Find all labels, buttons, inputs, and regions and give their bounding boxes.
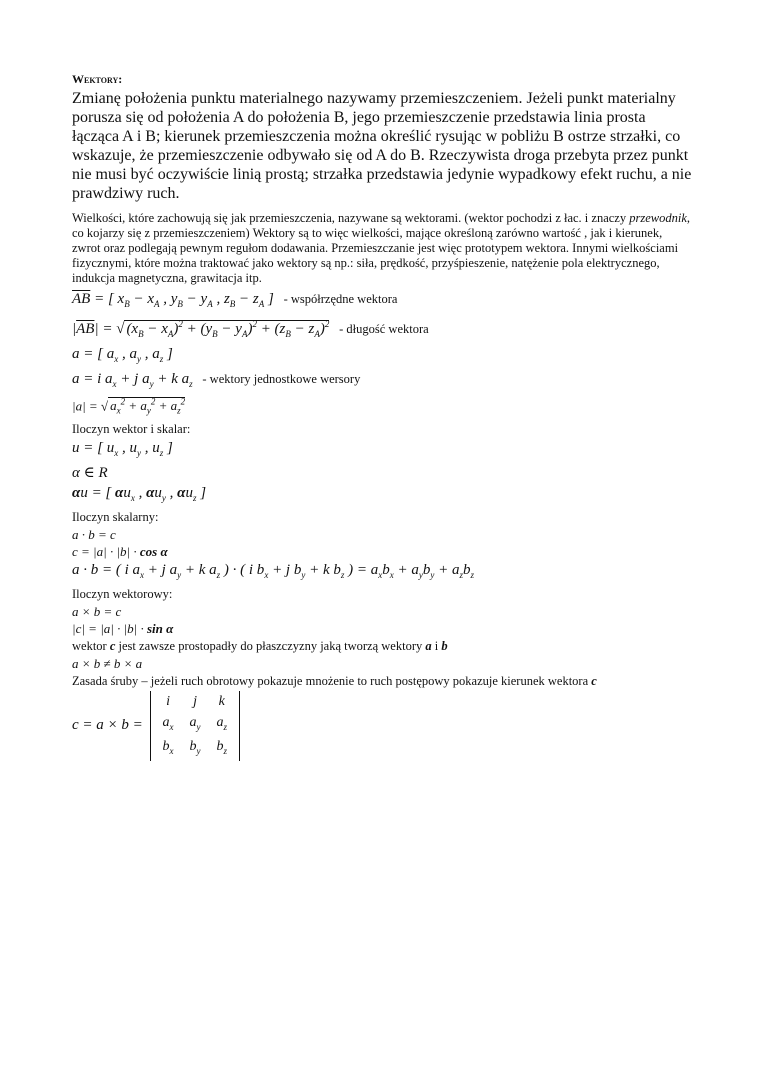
equation-cross-def: a × b = c: [72, 603, 122, 619]
det-cell: $b_y$: [189, 738, 201, 756]
equation-cross-sin: |c| = |a| · |b| · sin α: [72, 620, 174, 636]
vectors-paragraph-a: Wielkości, które zachowują się jak przemieszczenia, nazywane są wektorami. (wektor pochodzi z łac. i znaczy: [72, 211, 630, 225]
det-cell: i: [166, 693, 170, 709]
equation-dot-def: a · b = c: [72, 526, 116, 542]
equation-determinant: [72, 691, 692, 761]
symbol-a: a: [425, 638, 432, 653]
determinant-lhs: c = a × b =: [72, 717, 143, 734]
equation-components: a = [ $a_x$ , $a_y$ , $a_z$ ]: [72, 346, 173, 364]
screw-rule-text: Zasada śruby – jeżeli ruch obrotowy pokazuje mnożenie to ruch postępowy pokazuje kierunek wektora: [72, 673, 589, 688]
det-cell: $a_y$: [189, 714, 201, 732]
symbol-c: c: [109, 638, 116, 653]
equation-u: u = [ $u_x$ , $u_y$ , $u_z$ ]: [72, 439, 173, 458]
equation-noncommutative: a × b ≠ b × a: [72, 655, 143, 671]
note-length: - długość wektora: [339, 322, 429, 336]
note-unit: - wektory jednostkowe wersory: [202, 372, 361, 386]
label-vector-scalar: Iloczyn wektor i skalar:: [72, 421, 191, 436]
det-cell: $a_x$: [162, 714, 174, 732]
screw-rule: [72, 674, 692, 689]
vectors-paragraph: [72, 211, 692, 286]
perp-text-b: jest zawsze prostopadły do płaszczyzny jaką tworzą wektory: [118, 638, 423, 653]
vectors-paragraph-em: przewodnik: [629, 211, 687, 225]
equation-dot-expanded: a · b = ( i $a_x + j$ $a_y + k$ $a_z$ ) · ( i $b_x + j$ $b_y + k$ $b_z$ ) = $a_xb_x + a_yb_y + a_zb_z$: [72, 561, 475, 580]
equation-alpha-u: αu = [ $\alpha u_x$ , $\alpha u_y$ , $\alpha u_z$ ]: [72, 484, 207, 503]
equation-dot-cos: c = |a| · |b| · cos α: [72, 543, 168, 559]
vectors-paragraph-b: , co kojarzy się z przemieszczeniem) Wektory są to więc wielkości, mające określoną zarówno wartość , jak i kierunek, zwrot oraz podlegają pewnym regułom dodawania. Przemieszczanie jest więc prototypem wektora. Innymi wielkościami fizycznymi, które można traktować jako wektory są np.: siła, prędkość, przyśpieszenie, natężenie pola elektrycznego, indukcja magnetyczna, grawitacja itp.: [72, 211, 690, 285]
det-cell: $a_z$: [216, 714, 228, 732]
symbol-b: b: [441, 638, 448, 653]
determinant-matrix: [150, 691, 241, 761]
perp-text-c: i: [434, 638, 439, 653]
screw-symbol-c: c: [591, 673, 597, 688]
perpendicular-statement: [72, 639, 692, 654]
intro-paragraph: Zmianę położenia punktu materialnego nazywamy przemieszczeniem. Jeżeli punkt materialny porusza się od położenia A do położenia B, jego przemieszczenie przedstawia linia prosta łącząca A i B; kierunek przemieszczenia można określić rysując w pobliżu B ostrze strzałki, co wskazuje, że przemieszczenie odbywało się od A do B. Rzeczywista droga przebyta przez punkt nie musi być oczywiście linią prostą; strzałka przedstawia jedynie wypadkowy efekt ruchu, a nie prawdziwy ruch.: [72, 90, 692, 202]
det-cell: $b_z$: [216, 738, 228, 756]
section-heading: Wektory:: [72, 72, 123, 86]
equation-unit-vectors: a = i $a_x + j$ $a_y + k$ $a_z$ - wektory jednostkowe wersory: [72, 371, 361, 389]
perp-text-a: wektor: [72, 638, 107, 653]
document-page: [72, 72, 692, 761]
equation-alpha-real: α ∈ R: [72, 464, 108, 481]
det-cell: j: [193, 693, 197, 709]
det-cell: k: [218, 693, 225, 709]
det-cell: $b_x$: [162, 738, 174, 756]
equation-coordinates: $\overline{AB}$ = [ $x_B - x_A$ , $y_B - y_A$ , $z_B - z_A$ ] - współrzędne wektora: [72, 291, 398, 309]
label-cross-product: Iloczyn wektorowy:: [72, 586, 173, 601]
note-coords: - współrzędne wektora: [283, 292, 398, 306]
label-dot-product: Iloczyn skalarny:: [72, 509, 159, 524]
equation-length: $|\overline{AB}|$ = √ $(x_B - x_A)^2 + (y_B - y_A)^2 + (z_B - z_A)^2$ - długość wektora: [72, 319, 429, 339]
equation-magnitude: |a| = √ $a_x^2 + a_y^2 + a_z^2$: [72, 397, 186, 416]
